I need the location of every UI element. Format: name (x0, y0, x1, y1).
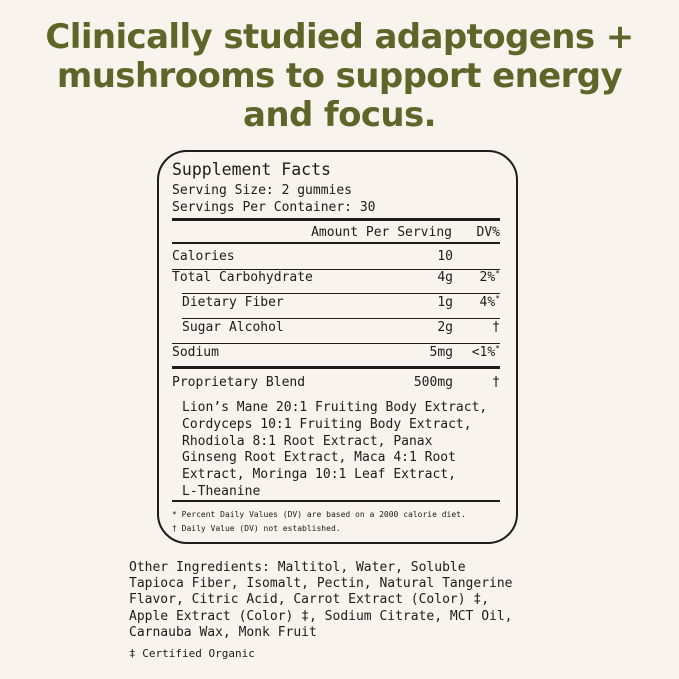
nutrient-dv: † (492, 320, 500, 335)
headline-line: and focus. (243, 95, 436, 135)
dv-header: DV% (476, 225, 500, 240)
supplement-facts-panel (157, 150, 518, 544)
nutrient-amount: 10 (437, 249, 453, 264)
nutrient-row-sugar-alcohol (172, 320, 500, 344)
nutrient-dv: 2%* (479, 269, 500, 285)
thick-divider (172, 366, 500, 369)
servings-per-container: Servings Per Container: 30 (172, 200, 376, 215)
nutrient-amount: 4g (437, 270, 453, 285)
other-ingredients-line: Apple Extract (Color) ‡, Sodium Citrate, MCT Oil, (129, 608, 513, 624)
nutrient-row-sodium (172, 345, 500, 367)
nutrient-dv: † (492, 375, 500, 390)
nutrient-label: Proprietary Blend (172, 375, 306, 390)
row-divider (182, 318, 500, 319)
nutrient-dv: 4%* (479, 294, 500, 310)
blend-line: Ginseng Root Extract, Maca 4:1 Root (182, 450, 456, 466)
nutrient-dv: <1%* (471, 344, 500, 360)
header-divider (172, 242, 500, 244)
blend-line: Lion’s Mane 20:1 Fruiting Body Extract, (182, 400, 488, 415)
blend-line: Rhodiola 8:1 Root Extract, Panax (182, 433, 433, 449)
other-ingredients-line: Other Ingredients: Maltitol, Water, Soluble (129, 560, 466, 575)
thick-divider (172, 218, 500, 221)
nutrient-amount: 5mg (429, 345, 453, 360)
footnote-divider (172, 500, 500, 502)
row-divider (182, 293, 500, 294)
nutrient-label: Sodium (172, 345, 219, 360)
amount-per-serving-header: Amount Per Serving (311, 225, 452, 240)
certified-organic-note: ‡ Certified Organic (129, 647, 255, 660)
blend-line: Cordyceps 10:1 Fruiting Body Extract, (182, 416, 472, 432)
row-divider (172, 343, 500, 344)
nutrient-label: Dietary Fiber (182, 295, 284, 310)
footnote-dv-not-established: † Daily Value (DV) not established. (172, 524, 341, 533)
other-ingredients-line: Tapioca Fiber, Isomalt, Pectin, Natural Tangerine (129, 576, 513, 592)
headline-line: mushrooms to support energy (56, 56, 623, 96)
nutrient-label: Sugar Alcohol (182, 320, 284, 335)
other-ingredients-line: Flavor, Citric Acid, Carrot Extract (Color) ‡, (129, 592, 490, 608)
blend-line: L-Theanine (182, 483, 261, 499)
serving-size: Serving Size: 2 gummies (172, 183, 353, 198)
nutrient-amount: 1g (437, 295, 453, 310)
blend-line: Extract, Moringa 10:1 Leaf Extract, (182, 467, 456, 483)
nutrient-row-dietary-fiber (172, 295, 500, 319)
nutrient-row-proprietary-blend (172, 375, 500, 395)
headline (0, 18, 679, 135)
nutrient-amount: 500mg (413, 375, 453, 390)
headline-line: Clinically studied adaptogens + (45, 17, 634, 57)
supplement-facts-title: Supplement Facts (172, 160, 331, 179)
other-ingredients (129, 560, 513, 641)
nutrient-row-calories (172, 249, 500, 270)
nutrient-label: Calories (172, 249, 235, 264)
blend-ingredients (182, 400, 487, 501)
nutrient-row-total-carbohydrate (172, 270, 500, 294)
nutrient-label: Total Carbohydrate (172, 270, 313, 285)
footnote-percent-dv: * Percent Daily Values (DV) are based on a 2000 calorie diet. (172, 510, 466, 519)
other-ingredients-line: Carnauba Wax, Monk Fruit (129, 624, 317, 640)
nutrient-amount: 2g (437, 320, 453, 335)
